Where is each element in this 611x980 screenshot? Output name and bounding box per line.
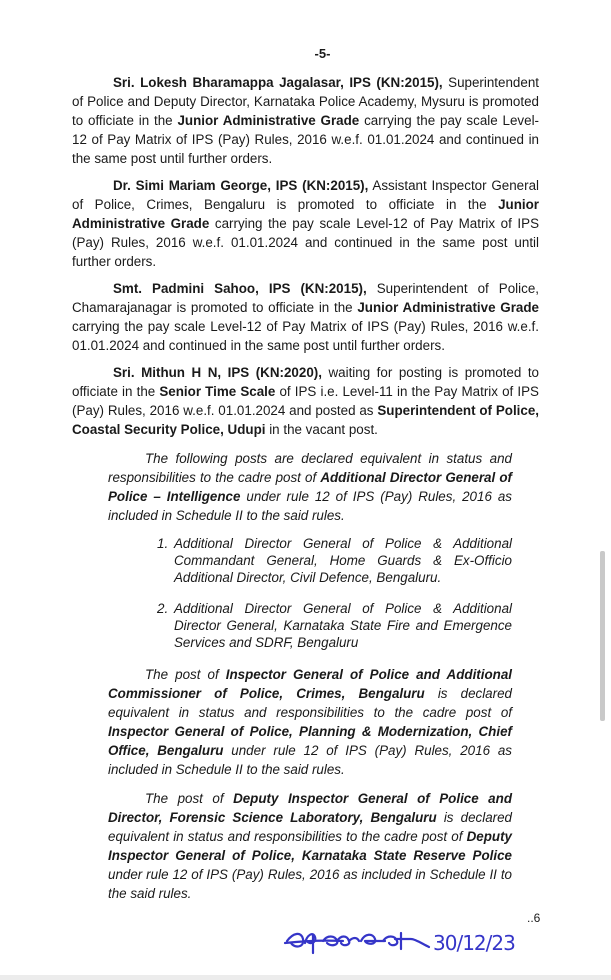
paragraph-text: The post of [145, 667, 226, 682]
paragraph-mithun [72, 363, 539, 439]
list-item [157, 600, 512, 651]
officer-name: Dr. Simi Mariam George, IPS (KN:2015), [113, 178, 369, 193]
equivalence-igp-crimes [108, 665, 512, 779]
handwritten-signature [283, 923, 433, 963]
paragraph-text: carrying the pay scale Level-12 of Pay Matrix of IPS (Pay) Rules, 2016 w.e.f. 01.01.2024 and continued in the same post until further orders. [72, 113, 539, 166]
officer-name: Smt. Padmini Sahoo, IPS (KN:2015), [113, 281, 367, 296]
cadre-post: Additional Director General of Police – Intelligence [108, 470, 512, 504]
paragraph-text: The post of [145, 791, 234, 806]
paragraph-lokesh [72, 73, 539, 168]
list-item-text: Additional Director General of Police & Additional Director General, Karnataka State Fire and Emergence Services and SDRF, Bengaluru [174, 601, 512, 650]
paragraph-simi [72, 176, 539, 271]
paragraph-text: The following posts are declared equivalent in status and responsibilities to the cadre post of [108, 451, 512, 485]
paragraph-padmini [72, 279, 539, 355]
posting-name: Superintendent of Police, Coastal Security Police, Udupi [72, 403, 540, 437]
cadre-post: Inspector General of Police, Planning & Modernization, Chief Office, Bengaluru [108, 724, 512, 758]
paragraph-text: Assistant Inspector General of Police, Crimes, Bengaluru is promoted to officiate in the [72, 178, 539, 212]
officer-name: Sri. Mithun H N, IPS (KN:2020), [113, 365, 322, 380]
equivalent-posts-list [157, 535, 512, 651]
list-number: 1. [157, 536, 169, 551]
signature-block [283, 923, 583, 963]
grade-name: Junior Administrative Grade [177, 113, 360, 128]
grade-name: Junior Administrative Grade [357, 300, 539, 315]
signature-date: 30/12/23 [433, 931, 515, 955]
paragraph-text: Superintendent of Police, Chamarajanagar is promoted to officiate in the [72, 281, 539, 315]
post-name: Inspector General of Police and Additional Commissioner of Police, Crimes, Bengaluru [108, 667, 513, 701]
paragraph-text: carrying the pay scale Level-12 of Pay Matrix of IPS (Pay) Rules, 2016 w.e.f. 01.01.2024 and continued in the same post until further orders. [72, 319, 539, 353]
page-footer [0, 911, 611, 963]
paragraph-text: waiting for posting is promoted to officiate in the [72, 365, 539, 399]
post-name: Deputy Inspector General of Police and Director, Forensic Science Laboratory, Bengaluru [108, 791, 512, 825]
officer-name: Sri. Lokesh Bharamappa Jagalasar, IPS (KN:2015), [113, 75, 443, 90]
list-item [157, 535, 512, 586]
page-edge [0, 975, 611, 980]
grade-name: Senior Time Scale [159, 384, 276, 399]
paragraph-text: of IPS i.e. Level-11 in the Pay Matrix of IPS (Pay) Rules, 2016 w.e.f. 01.01.2024 and posted as [72, 384, 539, 418]
paragraph-text: under rule 12 of IPS (Pay) Rules, 2016 as included in Schedule II to the said rules. [108, 743, 512, 777]
equivalence-adgp-intelligence [108, 449, 512, 525]
paragraph-text: in the vacant post. [265, 422, 378, 437]
paragraph-text: under rule 12 of IPS (Pay) Rules, 2016 as included in Schedule II to the said rules. [108, 489, 512, 523]
paragraph-text: carrying the pay scale Level-12 of Pay Matrix of IPS (Pay) Rules, 2016 w.e.f. 01.01.2024 and continued in the same post until further orders. [72, 216, 539, 269]
grade-name: Junior Administrative Grade [72, 197, 539, 231]
cadre-post: Deputy Inspector General of Police, Karnataka State Reserve Police [108, 829, 512, 863]
list-number: 2. [157, 601, 169, 616]
paragraph-text: under rule 12 of IPS (Pay) Rules, 2016 as included in Schedule II to the said rules. [108, 867, 512, 901]
paragraph-text: Superintendent of Police and Deputy Director, Karnataka Police Academy, Mysuru is promoted to officiate in the [72, 75, 539, 128]
continuation-marker: ..6 [527, 911, 541, 925]
list-item-text: Additional Director General of Police & Additional Commandant General, Home Guards & Ex-Officio Additional Director, Civil Defence, Bengaluru. [174, 536, 512, 585]
paragraph-text: is declared equivalent in status and responsibilities to the cadre post of [108, 686, 512, 720]
page-number: -5- [314, 46, 331, 61]
vertical-scrollbar[interactable] [600, 551, 605, 721]
paragraph-text: is declared equivalent in status and responsibilities to the cadre post of [108, 810, 512, 844]
equivalence-dig-fsl [108, 789, 512, 903]
